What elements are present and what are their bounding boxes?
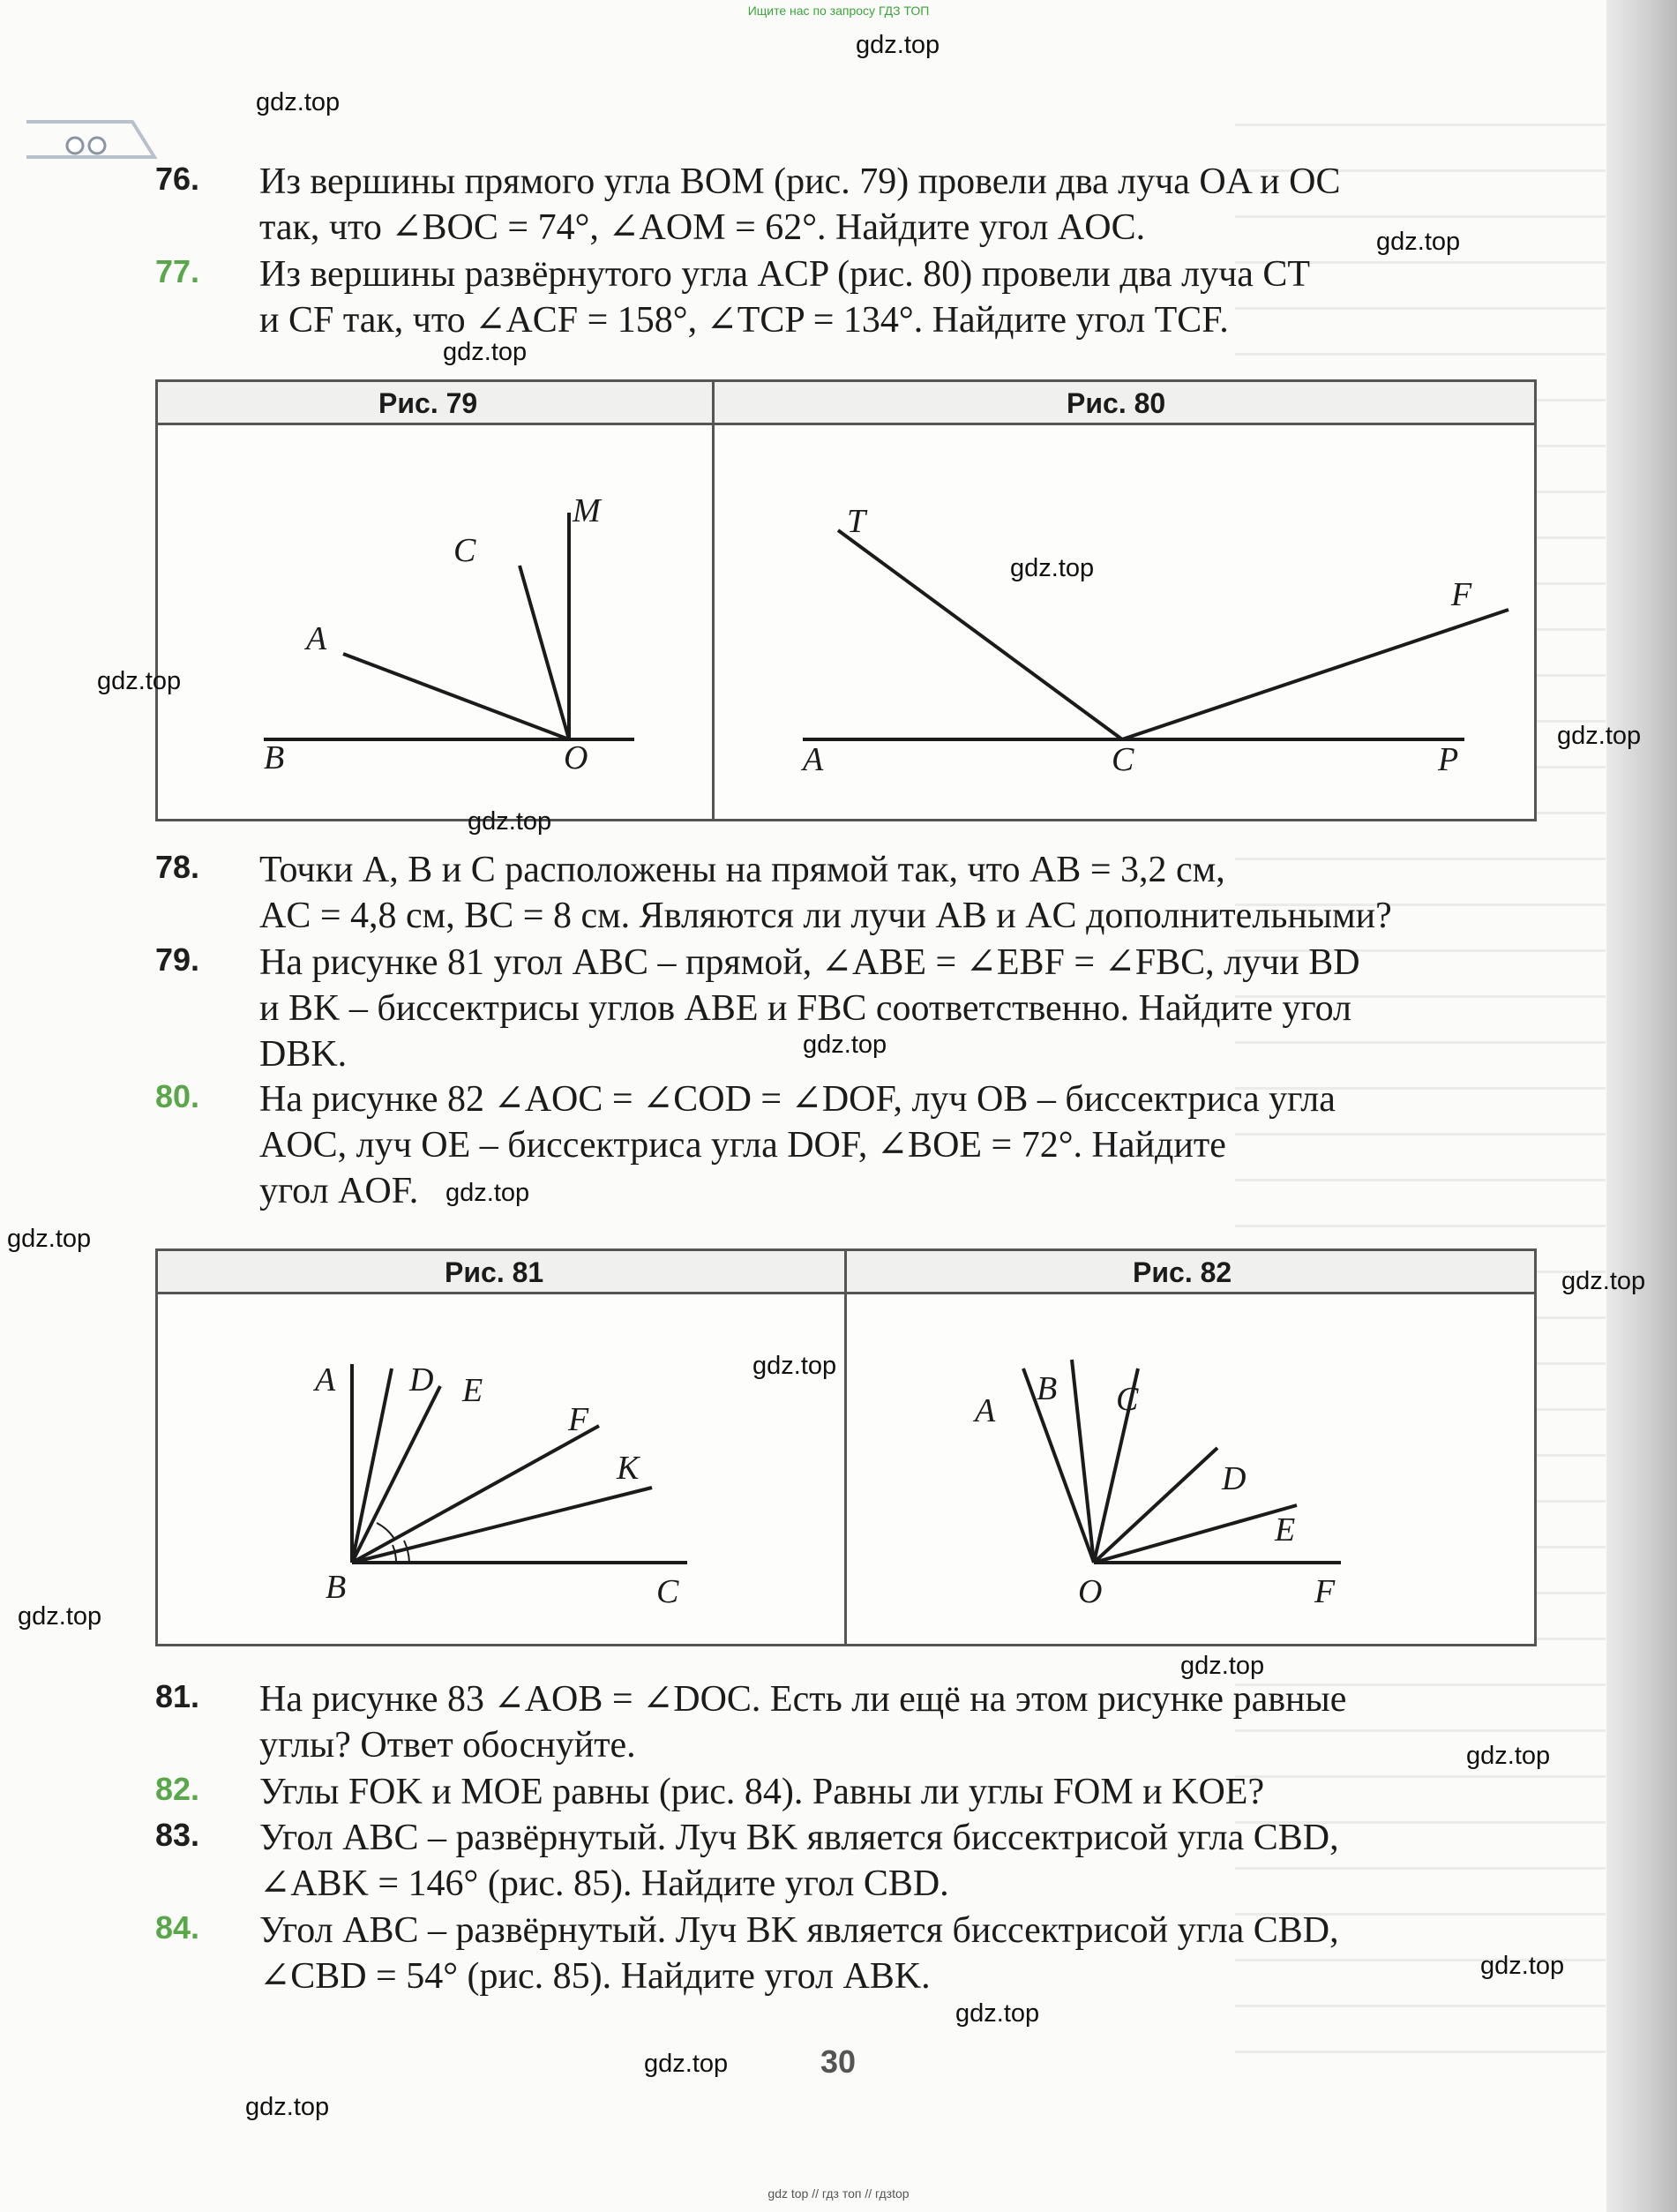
watermark: gdz.top bbox=[256, 88, 341, 116]
fig82-label-O: O bbox=[1078, 1573, 1103, 1610]
watermark: gdz.top bbox=[1376, 228, 1461, 256]
figure-table-79-80 bbox=[155, 379, 1537, 821]
fig82-label-D: D bbox=[1222, 1460, 1247, 1497]
problem-line: так, что ∠BOC = 74°, ∠AOM = 62°. Найдите угол AOC. bbox=[259, 207, 1146, 248]
watermark: gdz.top bbox=[443, 338, 528, 366]
watermark: gdz.top bbox=[7, 1225, 92, 1253]
problem-line: и BK – биссектрисы углов ABE и FBC соответственно. Найдите угол bbox=[259, 988, 1351, 1029]
problem-line: угол AOF. bbox=[259, 1171, 419, 1211]
problem-number: 77. bbox=[155, 253, 200, 289]
problem-78 bbox=[155, 847, 1531, 939]
fig81-label-D: D bbox=[409, 1361, 434, 1398]
figure-table-81-82 bbox=[155, 1248, 1537, 1646]
watermark: gdz.top bbox=[644, 2050, 729, 2078]
fig79-label-B: B bbox=[264, 739, 285, 776]
figure-table-header bbox=[158, 382, 1534, 425]
problem-number: 80. bbox=[155, 1078, 200, 1114]
watermark: gdz.top bbox=[1180, 1652, 1265, 1680]
fig80-drawing bbox=[715, 424, 1535, 813]
watermark: gdz.top bbox=[955, 1999, 1040, 2028]
fig81-title: Рис. 81 bbox=[445, 1256, 544, 1288]
fig82-label-C: C bbox=[1116, 1381, 1139, 1418]
problem-82 bbox=[155, 1769, 1531, 1815]
problem-line: Угол ABC – развёрнутый. Луч BK является биссектрисой угла CBD, bbox=[259, 1818, 1339, 1858]
fig81-label-F: F bbox=[568, 1401, 589, 1438]
problem-81 bbox=[155, 1676, 1531, 1768]
problem-number: 83. bbox=[155, 1817, 200, 1853]
problem-line: Точки A, B и C расположены на прямой так, что AB = 3,2 см, bbox=[259, 850, 1225, 890]
problem-line: Из вершины развёрнутого угла ACP (рис. 80) провели два луча CT bbox=[259, 254, 1311, 295]
problem-line: ∠CBD = 54° (рис. 85). Найдите угол ABK. bbox=[259, 1956, 931, 1997]
fig79-title: Рис. 79 bbox=[378, 387, 478, 419]
problem-line: DBK. bbox=[259, 1034, 348, 1075]
problem-number: 78. bbox=[155, 849, 200, 885]
fig80-label-A: A bbox=[803, 741, 824, 778]
problem-84 bbox=[155, 1908, 1531, 1999]
problem-line: Углы FOK и MOE равны (рис. 84). Равны ли углы FOM и KOE? bbox=[259, 1772, 1265, 1812]
problem-line: и CF так, что ∠ACF = 158°, ∠TCP = 134°. Найдите угол TCF. bbox=[259, 300, 1229, 341]
fig80-label-T: T bbox=[847, 503, 866, 540]
header-decoration bbox=[26, 115, 159, 159]
problem-83 bbox=[155, 1815, 1531, 1907]
watermark: gdz.top bbox=[97, 667, 182, 695]
fig81-label-C: C bbox=[656, 1573, 679, 1610]
fig81-drawing bbox=[158, 1293, 844, 1642]
fig82-label-A: A bbox=[975, 1392, 996, 1429]
problem-line: На рисунке 82 ∠AOC = ∠COD = ∠DOF, луч OB – биссектриса угла bbox=[259, 1079, 1336, 1120]
fig79-label-M: M bbox=[573, 492, 601, 529]
fig81-label-A: A bbox=[315, 1361, 336, 1398]
fig80-title: Рис. 80 bbox=[1067, 387, 1166, 419]
watermark: gdz.top bbox=[1010, 554, 1095, 582]
problem-80 bbox=[155, 1076, 1531, 1214]
problem-line: На рисунке 81 угол ABC – прямой, ∠ABE = ∠EBF = ∠FBC, лучи BD bbox=[259, 942, 1360, 983]
problem-number: 76. bbox=[155, 161, 200, 197]
fig81-label-E: E bbox=[462, 1372, 483, 1409]
fig79-drawing bbox=[158, 424, 712, 813]
watermark: gdz.top bbox=[803, 1031, 887, 1059]
watermark: gdz.top bbox=[1480, 1952, 1565, 1980]
problem-line: AOC, луч OE – биссектриса угла DOF, ∠BOE = 72°. Найдите bbox=[259, 1125, 1226, 1166]
fig79-label-C: C bbox=[453, 532, 476, 569]
fig80-label-F: F bbox=[1451, 576, 1472, 613]
watermark: gdz.top bbox=[1561, 1267, 1646, 1295]
watermark: gdz.top bbox=[1557, 722, 1642, 750]
fig81-label-B: B bbox=[326, 1569, 347, 1606]
problem-line: ∠ABK = 146° (рис. 85). Найдите угол CBD. bbox=[259, 1863, 949, 1904]
fig81-label-K: K bbox=[617, 1450, 640, 1487]
problem-number: 82. bbox=[155, 1771, 200, 1807]
fig82-label-E: E bbox=[1275, 1511, 1296, 1548]
fig79-label-O: O bbox=[564, 739, 588, 776]
top-note: Ищите нас по запросу ГДЗ ТОП bbox=[747, 4, 930, 18]
problem-line: Из вершины прямого угла BOM (рис. 79) провели два луча OA и OC bbox=[259, 161, 1341, 202]
problem-line: AC = 4,8 см, BC = 8 см. Являются ли лучи AB и AC дополнительными? bbox=[259, 896, 1392, 936]
fig82-label-B: B bbox=[1037, 1370, 1058, 1407]
problem-line: На рисунке 83 ∠AOB = ∠DOC. Есть ли ещё на этом рисунке равные bbox=[259, 1679, 1347, 1720]
fig82-label-F: F bbox=[1314, 1573, 1336, 1610]
fig79-label-A: A bbox=[306, 620, 327, 657]
watermark: gdz.top bbox=[468, 807, 552, 836]
page-binding-shadow bbox=[1606, 0, 1677, 2212]
watermark: gdz.top bbox=[856, 31, 940, 59]
watermark: gdz.top bbox=[245, 2093, 330, 2121]
watermark: gdz.top bbox=[1466, 1742, 1551, 1770]
watermark: gdz.top bbox=[445, 1179, 530, 1207]
watermark: gdz.top bbox=[752, 1352, 837, 1380]
problem-77 bbox=[155, 251, 1531, 343]
problem-number: 84. bbox=[155, 1909, 200, 1946]
problem-line: углы? Ответ обоснуйте. bbox=[259, 1725, 636, 1766]
fig82-drawing bbox=[847, 1293, 1535, 1642]
fig80-label-C: C bbox=[1112, 741, 1134, 778]
fig82-title: Рис. 82 bbox=[1133, 1256, 1232, 1288]
problem-number: 79. bbox=[155, 941, 200, 978]
watermark: gdz.top bbox=[18, 1602, 102, 1631]
page-number: 30 bbox=[820, 2043, 857, 2080]
bottom-note: gdz top // гдз топ // гдзtop bbox=[767, 2186, 910, 2201]
problem-number: 81. bbox=[155, 1678, 200, 1714]
problem-line: Угол ABC – развёрнутый. Луч BK является биссектрисой угла CBD, bbox=[259, 1910, 1339, 1951]
problem-76 bbox=[155, 159, 1531, 251]
fig80-label-P: P bbox=[1438, 741, 1459, 778]
